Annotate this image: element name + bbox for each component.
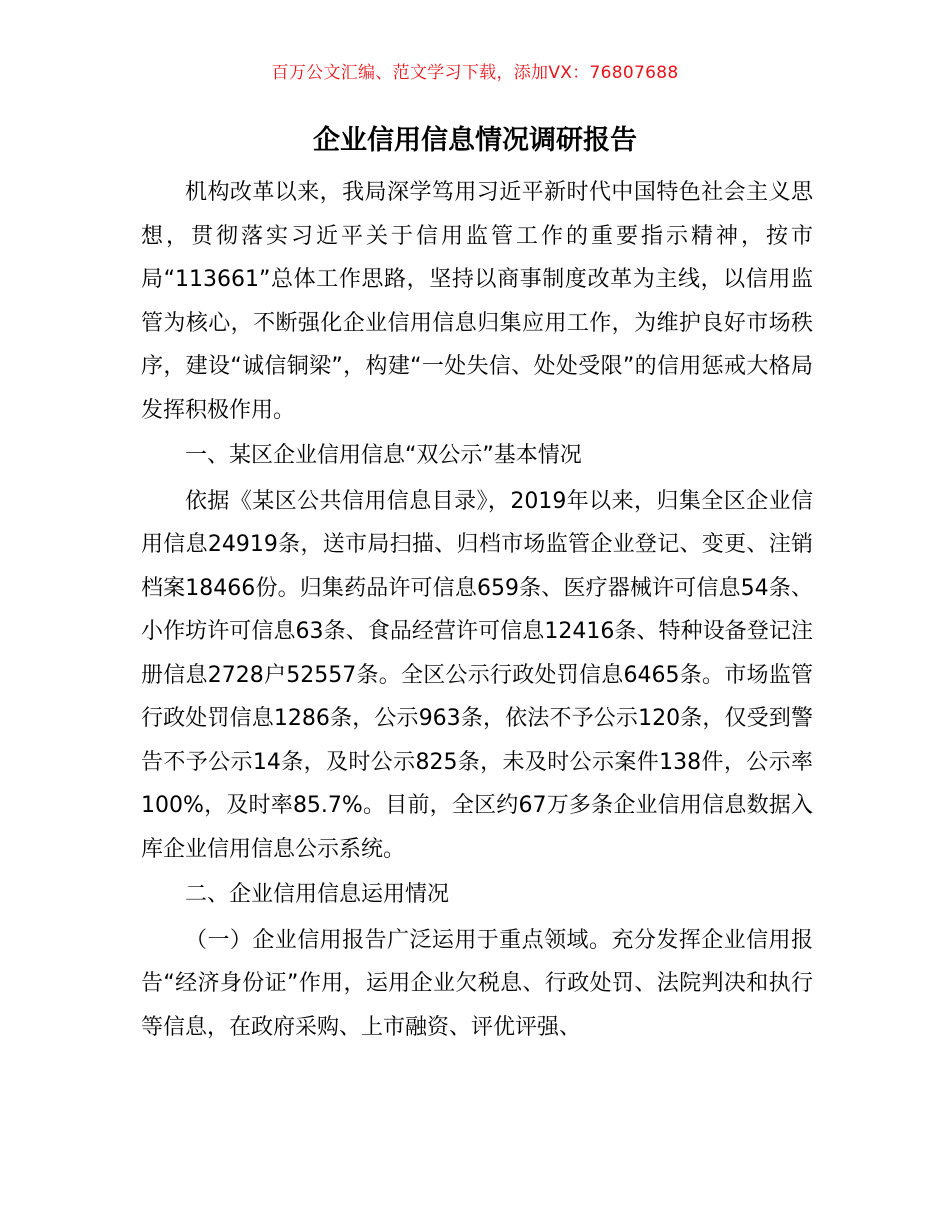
section-heading-1: 一、某区企业信用信息“双公示”基本情况 [185, 443, 582, 468]
subsection-1-paragraph: （一）企业信用报告广泛运用于重点领域。充分发挥企业信用报告“经济身份证”作用，运用企业欠税息、行政处罚、法院判决和执行等信息，在政府采购、上市融资、评优评强、 [141, 927, 813, 1040]
section-1-paragraph: 依据《某区公共信用信息目录》，2019年以来，归集全区企业信用信息24919条，送市局扫描、归档市场监管企业登记、变更、注销档案18466份。归集药品许可信息659条、医疗器械许可信息54条、小作坊许可信息63条、食品经营许可信息12416条、特种设备登记注册信息2728户52557条。全区公示行政处罚信息6465条。市场监管行政处罚信息1286条，公示963条，依法不予公示120条，仅受到警告不予公示14条，及时公示825条，未及时公示案件138件，公示率100%，及时率85.7%。目前，全区约67万多条企业信用信息数据入库企业信用信息公示系统。 [141, 488, 813, 862]
section-heading-2: 二、企业信用信息运用情况 [185, 882, 450, 907]
document-title: 企业信用信息情况调研报告 [313, 125, 637, 156]
intro-paragraph: 机构改革以来，我局深学笃用习近平新时代中国特色社会主义思想，贯彻落实习近平关于信用监管工作的重要指示精神，按市局“113661”总体工作思路，坚持以商事制度改革为主线，以信用监管为核心，不断强化企业信用信息归集应用工作，为维护良好市场秩序，建设“诚信铜梁”，构建“一处失信、处处受限”的信用惩戒大格局发挥积极作用。 [141, 180, 813, 423]
document-body [141, 171, 813, 1049]
watermark-banner: 百万公文汇编、范文学习下载，添加VX：76807688 [271, 63, 679, 83]
